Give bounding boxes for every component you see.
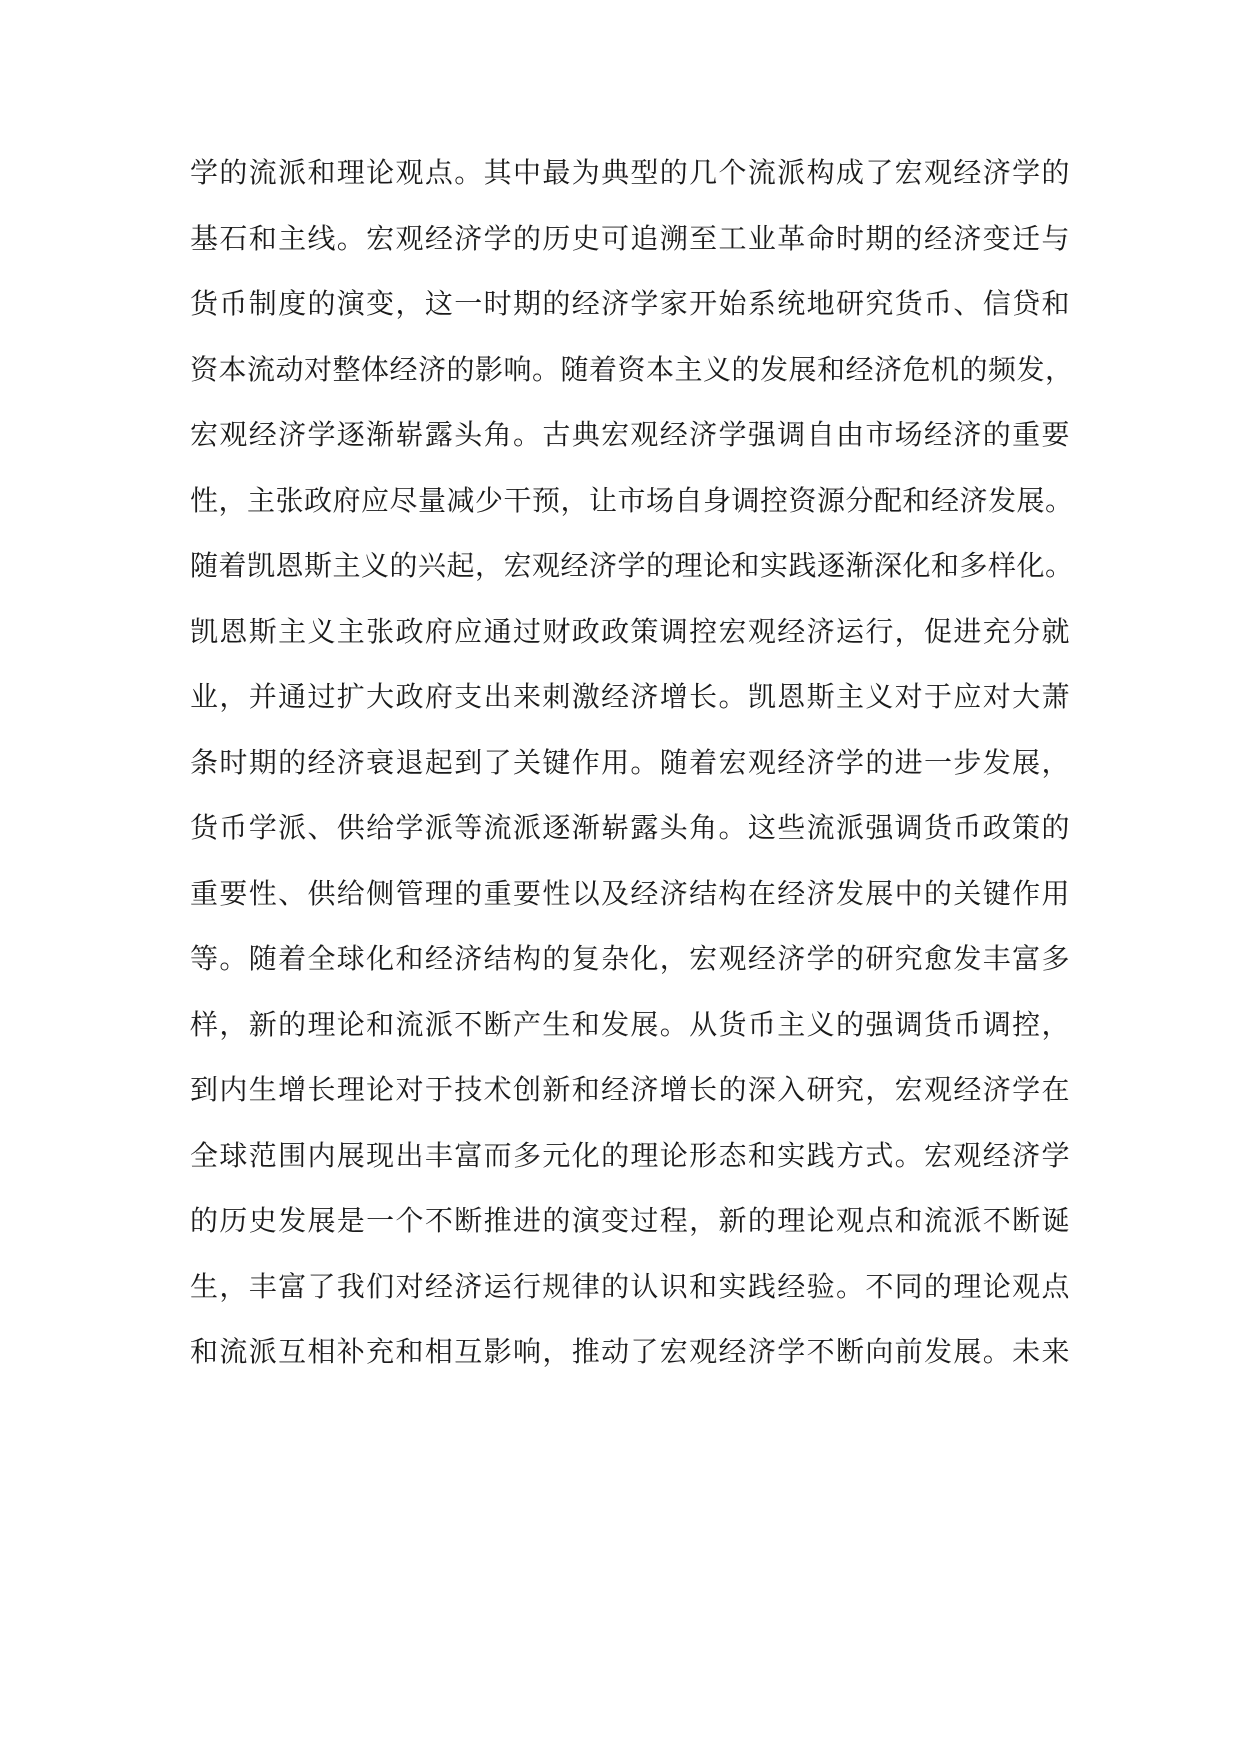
text-line: 全球范围内展现出丰富而多元化的理论形态和实践方式。宏观经济学 [190, 1138, 1070, 1172]
text-line: 性，主张政府应尽量减少干预，让市场自身调控资源分配和经济发展。 [190, 483, 1074, 517]
text-line: 宏观经济学逐渐崭露头角。古典宏观经济学强调自由市场经济的重要 [190, 418, 1070, 451]
text-line: 到内生增长理论对于技术创新和经济增长的深入研究，宏观经济学在 [190, 1073, 1070, 1106]
text-line: 的历史发展是一个不断推进的演变过程，新的理论观点和流派不断诞 [190, 1204, 1070, 1237]
text-line: 资本流动对整体经济的影响。随着资本主义的发展和经济危机的频发， [190, 352, 1074, 386]
text-line: 学的流派和理论观点。其中最为典型的几个流派构成了宏观经济学的 [190, 156, 1070, 189]
text-line: 样，新的理论和流派不断产生和发展。从货币主义的强调货币调控， [190, 1007, 1070, 1041]
text-line: 条时期的经济衰退起到了关键作用。随着宏观经济学的进一步发展， [190, 745, 1070, 779]
text-line: 等。随着全球化和经济结构的复杂化，宏观经济学的研究愈发丰富多 [190, 942, 1070, 975]
text-line: 货币学派、供给学派等流派逐渐崭露头角。这些流派强调货币政策的 [190, 811, 1070, 844]
text-line: 重要性、供给侧管理的重要性以及经济结构在经济发展中的关键作用 [190, 876, 1070, 910]
text-line: 凯恩斯主义主张政府应通过财政政策调控宏观经济运行，促进充分就 [190, 614, 1070, 648]
text-line: 货币制度的演变，这一时期的经济学家开始系统地研究货币、信贷和 [190, 287, 1070, 320]
text-line: 基石和主线。宏观经济学的历史可追溯至工业革命时期的经济变迁与 [190, 221, 1070, 255]
text-line: 和流派互相补充和相互影响，推动了宏观经济学不断向前发展。未来 [190, 1335, 1070, 1368]
text-line: 生，丰富了我们对经济运行规律的认识和实践经验。不同的理论观点 [190, 1269, 1070, 1303]
text-line: 业，并通过扩大政府支出来刺激经济增长。凯恩斯主义对于应对大萧 [190, 680, 1070, 713]
text-line: 随着凯恩斯主义的兴起，宏观经济学的理论和实践逐渐深化和多样化。 [190, 549, 1074, 582]
body-text [190, 146, 1074, 1391]
